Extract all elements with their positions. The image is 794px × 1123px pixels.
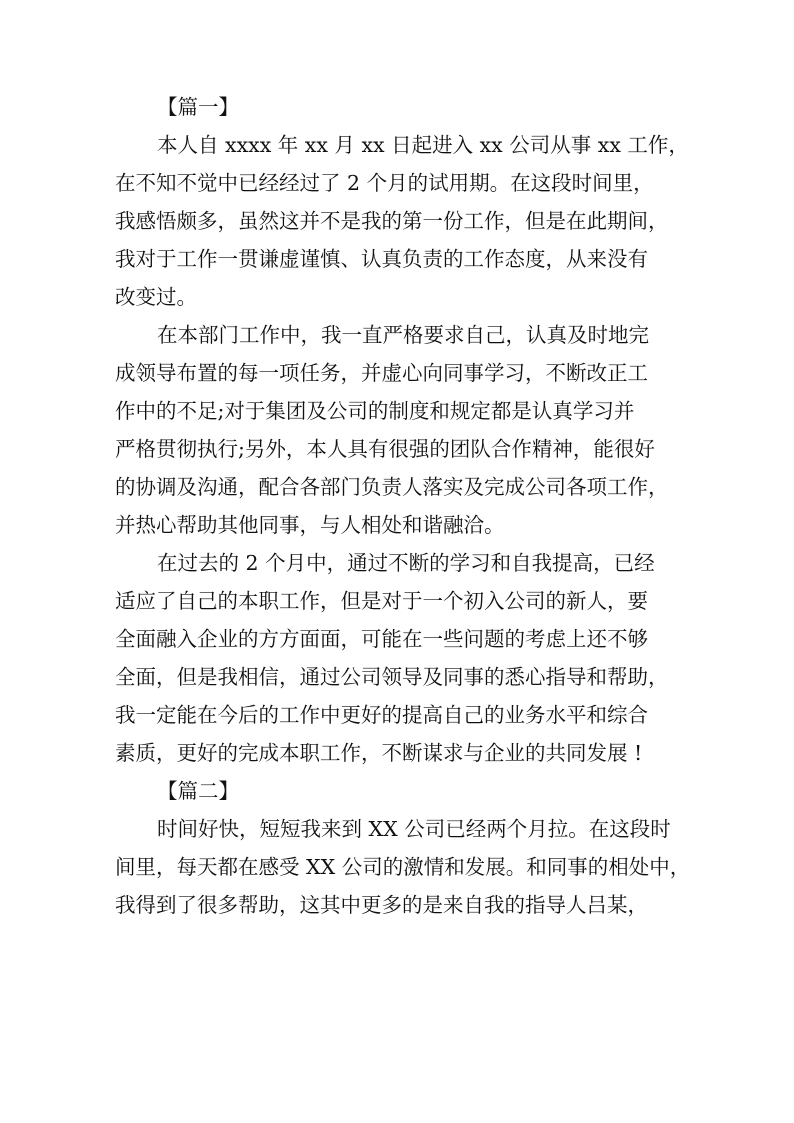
section-heading: 【篇二】 bbox=[157, 779, 239, 803]
paragraph bbox=[115, 810, 691, 924]
section-heading: 【篇一】 bbox=[157, 95, 239, 119]
text-line: 并热心帮助其他同事，与人相处和谐融洽。 bbox=[115, 513, 505, 537]
text-line: 在本部门工作中，我一直严格要求自己，认真及时地完 bbox=[157, 323, 649, 347]
paragraph bbox=[115, 316, 675, 544]
text-line: 全面融入企业的方方面面，可能在一些问题的考虑上还不够 bbox=[115, 627, 648, 651]
text-line: 间里，每天都在感受 XX 公司的激情和发展。和同事的相处中， bbox=[115, 855, 691, 879]
text-line: 全面，但是我相信，通过公司领导及同事的悉心指导和帮助， bbox=[115, 665, 669, 689]
text-line: 成领导布置的每一项任务，并虚心向同事学习，不断改正工 bbox=[115, 361, 648, 385]
text-line: 素质，更好的完成本职工作，不断谋求与企业的共同发展 ! bbox=[115, 741, 643, 765]
text-line: 作中的不足;对于集团及公司的制度和规定都是认真学习并 bbox=[115, 399, 635, 423]
text-line: 时间好快，短短我来到 XX 公司已经两个月拉。在这段时 bbox=[157, 817, 671, 841]
text-line: 在过去的 2 个月中，通过不断的学习和自我提高，已经 bbox=[157, 551, 655, 575]
text-line: 我一定能在今后的工作中更好的提高自己的业务水平和综合 bbox=[115, 703, 648, 727]
text-line: 改变过。 bbox=[115, 285, 197, 309]
paragraph bbox=[115, 126, 689, 316]
text-line: 我得到了很多帮助，这其中更多的是来自我的指导人吕某， bbox=[115, 893, 648, 917]
text-line: 我对于工作一贯谦虚谨慎、认真负责的工作态度，从来没有 bbox=[115, 247, 648, 271]
text-line: 的协调及沟通，配合各部门负责人落实及完成公司各项工作， bbox=[115, 475, 669, 499]
text-line: 本人自 xxxx 年 xx 月 xx 日起进入 xx 公司从事 xx 工作， bbox=[157, 133, 689, 157]
paragraph bbox=[115, 544, 675, 772]
text-line: 严格贯彻执行;另外，本人具有很强的团队合作精神，能很好 bbox=[115, 437, 655, 461]
text-line: 适应了自己的本职工作，但是对于一个初入公司的新人，要 bbox=[115, 589, 648, 613]
text-line: 在不知不觉中已经经过了 2 个月的试用期。在这段时间里， bbox=[115, 171, 654, 195]
text-line: 我感悟颇多，虽然这并不是我的第一份工作，但是在此期间， bbox=[115, 209, 669, 233]
document-body bbox=[115, 88, 691, 924]
